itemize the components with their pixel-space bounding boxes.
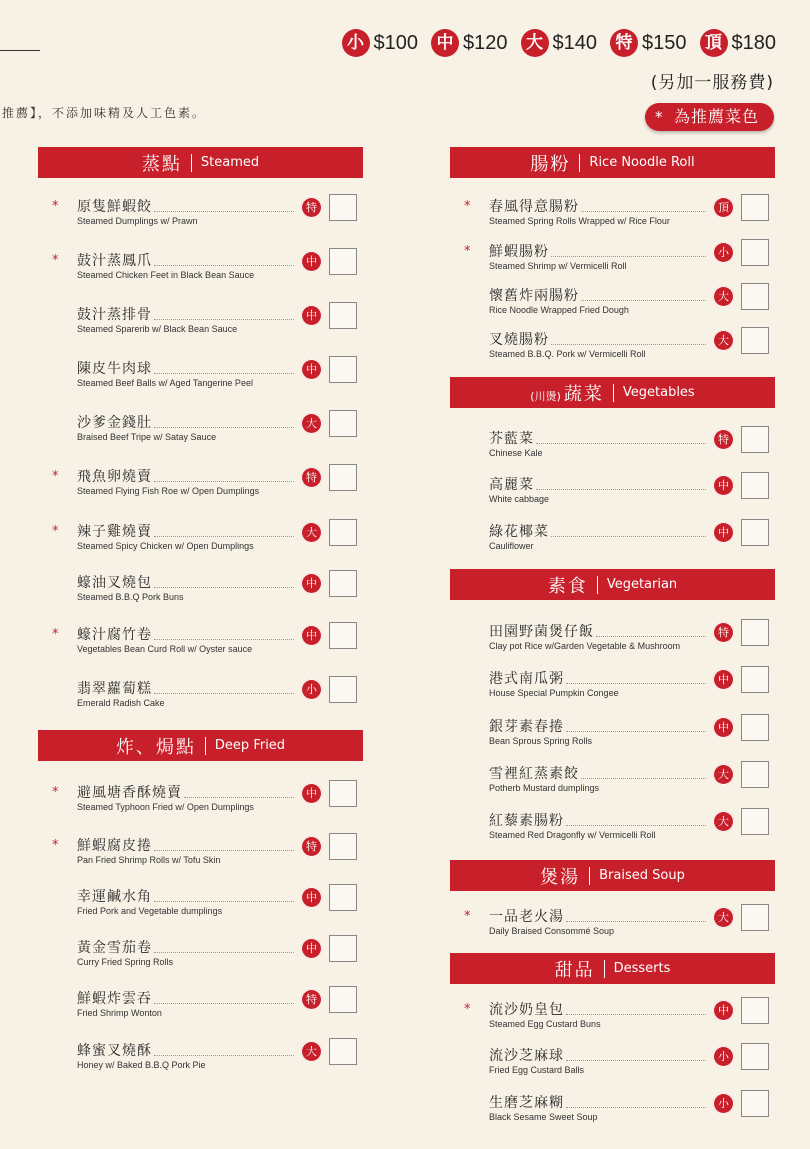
item-name-row [489, 810, 712, 830]
item-name-zh: 陳皮牛肉球 [77, 361, 152, 377]
order-quantity-box[interactable] [329, 519, 357, 546]
item-name-row [489, 196, 712, 216]
top-rule [0, 50, 40, 51]
item-name-row [77, 304, 300, 324]
item-name-zh: 黃金雪茄卷 [77, 940, 152, 956]
item-name-en: Steamed Spicy Chicken w/ Open Dumplings [77, 541, 254, 551]
menu-item [38, 782, 363, 822]
size-badge: 特 [301, 197, 322, 218]
order-quantity-box[interactable] [741, 239, 769, 266]
order-quantity-box[interactable] [741, 194, 769, 221]
size-badge: 小 [713, 1046, 734, 1067]
star-icon: * [655, 108, 664, 126]
item-name-en: Emerald Radish Cake [77, 698, 165, 708]
dot-leader [154, 427, 294, 428]
item-name-en: White cabbage [489, 494, 550, 504]
item-name-zh: 鼓汁蒸排骨 [77, 307, 152, 323]
section-header [450, 860, 775, 891]
menu-item [450, 285, 775, 325]
item-name-row [489, 621, 712, 641]
item-name-en: Honey w/ Baked B.B.Q Pork Pie [77, 1060, 206, 1070]
section-title-zh-text: 素食 [547, 575, 588, 597]
order-quantity-box[interactable] [741, 619, 769, 646]
item-name-en: Steamed Sparerib w/ Black Bean Sauce [77, 324, 238, 334]
item-name-row [489, 285, 712, 305]
section-title-en: Rice Noodle Roll [589, 155, 695, 170]
item-name-row [77, 358, 300, 378]
price-amount: $140 [552, 31, 597, 54]
item-name-en: Vegetables Bean Curd Roll w/ Oyster sauce [77, 644, 253, 654]
recommended-star-icon: * [52, 253, 59, 268]
item-name-row [489, 474, 712, 494]
item-name-row [77, 572, 300, 592]
dot-leader [154, 693, 294, 694]
size-badge: 中 [301, 938, 322, 959]
menu-item [38, 678, 363, 718]
item-name-row [489, 716, 712, 736]
item-name-en: Fried Shrimp Wonton [77, 1008, 162, 1018]
section-title-en: Vegetarian [606, 577, 678, 592]
dot-leader [551, 536, 706, 537]
order-quantity-box[interactable] [329, 986, 357, 1013]
item-name-en: Steamed Chicken Feet in Black Bean Sauce [77, 270, 255, 280]
item-name-zh: 蠔油叉燒包 [77, 575, 152, 591]
menu-item [38, 466, 363, 506]
menu-item [38, 412, 363, 452]
dot-leader [154, 319, 294, 320]
item-name-zh: 芥藍菜 [489, 431, 534, 447]
item-name-row [77, 250, 300, 270]
order-quantity-box[interactable] [329, 302, 357, 329]
section-title-en: Vegetables [622, 385, 695, 400]
dot-leader [566, 1107, 706, 1108]
item-name-en: Steamed Spring Rolls Wrapped w/ Rice Flour [489, 216, 670, 226]
dot-leader [581, 300, 706, 301]
size-badge: 大 [713, 286, 734, 307]
menu-item [38, 304, 363, 344]
menu-item [450, 906, 775, 946]
item-name-en: Fried Pork and Vegetable dumplings [77, 906, 223, 916]
size-badge: 中 [713, 717, 734, 738]
menu-item [450, 999, 775, 1039]
section-header [450, 377, 775, 408]
section-title-zh-text: 腸粉 [530, 153, 571, 175]
size-badge: 大 [521, 29, 549, 57]
item-name-row [489, 329, 712, 349]
menu-item [450, 428, 775, 468]
item-name-row [77, 782, 300, 802]
order-quantity-box[interactable] [329, 622, 357, 649]
item-name-zh: 鮮蝦腐皮捲 [77, 838, 152, 854]
order-quantity-box[interactable] [329, 1038, 357, 1065]
size-badge: 特 [610, 29, 638, 57]
item-name-zh: 避風塘香酥燒賣 [77, 785, 182, 801]
dot-leader [154, 265, 294, 266]
section-title-zh [530, 380, 604, 406]
item-name-zh: 港式南瓜粥 [489, 671, 564, 687]
menu-item [450, 521, 775, 561]
item-name-row [77, 937, 300, 957]
size-badge: 中 [301, 305, 322, 326]
item-name-en: Steamed B.B.Q. Pork w/ Vermicelli Roll [489, 349, 646, 359]
recommended-star-icon: * [52, 524, 59, 539]
price-amount: $120 [463, 31, 508, 54]
service-charge-note: (另加一服務費) [650, 73, 774, 93]
item-name-zh: 翡翠蘿蔔糕 [77, 681, 152, 697]
item-name-row [77, 835, 300, 855]
menu-item [38, 937, 363, 977]
item-name-en: Pan Fried Shrimp Rolls w/ Tofu Skin [77, 855, 221, 865]
additive-note: 推薦】，不添加味精及人工色素。 [2, 106, 207, 120]
item-name-zh: 叉燒腸粉 [489, 332, 549, 348]
item-name-en: Cauliflower [489, 541, 534, 551]
item-name-zh: 懷舊炸兩腸粉 [489, 288, 579, 304]
item-name-row [77, 988, 300, 1008]
item-name-row [489, 1045, 712, 1065]
size-badge: 中 [301, 887, 322, 908]
item-name-zh: 紅藜素腸粉 [489, 813, 564, 829]
order-quantity-box[interactable] [329, 410, 357, 437]
price-amount: $180 [731, 31, 776, 54]
order-quantity-box[interactable] [741, 327, 769, 354]
size-badge: 中 [301, 573, 322, 594]
item-name-row [489, 999, 712, 1019]
header-divider [191, 154, 192, 172]
item-name-en: Bean Sprous Spring Rolls [489, 736, 593, 746]
menu-item [450, 763, 775, 803]
item-name-en: Steamed B.B.Q Pork Buns [77, 592, 184, 602]
item-name-zh: 原隻鮮蝦餃 [77, 199, 152, 215]
order-quantity-box[interactable] [741, 1090, 769, 1117]
menu-item [450, 1045, 775, 1085]
size-badge: 特 [301, 467, 322, 488]
order-quantity-box[interactable] [329, 464, 357, 491]
item-name-zh: 鼓汁蒸鳳爪 [77, 253, 152, 269]
header-divider [597, 576, 598, 594]
dot-leader [154, 639, 294, 640]
item-name-en: Steamed Red Dragonfly w/ Vermicelli Roll [489, 830, 656, 840]
size-badge: 中 [713, 669, 734, 690]
dot-leader [184, 797, 294, 798]
order-quantity-box[interactable] [741, 472, 769, 499]
item-name-en: Daily Braised Consommé Soup [489, 926, 615, 936]
dot-leader [566, 731, 706, 732]
size-badge: 大 [301, 522, 322, 543]
dot-leader [154, 536, 294, 537]
item-name-zh: 綠花椰菜 [489, 524, 549, 540]
dot-leader [154, 1003, 294, 1004]
item-name-row [77, 1040, 300, 1060]
order-quantity-box[interactable] [741, 1043, 769, 1070]
item-name-en: Steamed Shrimp w/ Vermicelli Roll [489, 261, 627, 271]
menu-item [38, 886, 363, 926]
header-divider [604, 960, 605, 978]
dot-leader [566, 1060, 706, 1061]
item-name-row [489, 241, 712, 261]
dot-leader [566, 683, 706, 684]
item-name-zh: 銀芽素春捲 [489, 719, 564, 735]
item-name-en: Curry Fried Spring Rolls [77, 957, 174, 967]
item-name-zh: 春風得意腸粉 [489, 199, 579, 215]
dot-leader [154, 952, 294, 953]
order-quantity-box[interactable] [741, 808, 769, 835]
size-badge: 中 [713, 1000, 734, 1021]
size-badge: 頂 [713, 197, 734, 218]
section-header [38, 147, 363, 178]
header-divider [579, 154, 580, 172]
item-name-row [77, 466, 300, 486]
item-name-zh: 一品老火湯 [489, 909, 564, 925]
item-name-zh: 飛魚卵燒賣 [77, 469, 152, 485]
section-title-en: Braised Soup [599, 868, 685, 883]
item-name-zh: 蜂蜜叉燒酥 [77, 1043, 152, 1059]
item-name-en: Steamed Typhoon Fried w/ Open Dumplings [77, 802, 254, 812]
item-name-zh: 沙爹金錢肚 [77, 415, 152, 431]
header-divider [589, 867, 590, 885]
menu-item [38, 835, 363, 875]
item-name-row [489, 428, 712, 448]
item-name-row [77, 678, 300, 698]
section-title-zh-text: 甜品 [554, 959, 595, 981]
order-quantity-box[interactable] [741, 666, 769, 693]
section-header [450, 147, 775, 178]
dot-leader [154, 373, 294, 374]
item-name-row [489, 668, 712, 688]
item-name-zh: 生磨芝麻糊 [489, 1095, 564, 1111]
dot-leader [551, 256, 706, 257]
item-name-en: Braised Beef Tripe w/ Satay Sauce [77, 432, 217, 442]
price-amount: $100 [373, 31, 418, 54]
item-name-row [77, 886, 300, 906]
item-name-zh: 雪裡紅蒸素餃 [489, 766, 579, 782]
right-menu-column [450, 0, 775, 1149]
section-title-zh-text: 炸、焗點 [115, 736, 196, 758]
item-name-zh: 高麗菜 [489, 477, 534, 493]
section-title-zh [142, 150, 182, 176]
dot-leader [566, 921, 706, 922]
size-badge: 大 [301, 413, 322, 434]
section-title-zh-text: 煲湯 [540, 866, 581, 888]
item-name-en: Steamed Egg Custard Buns [489, 1019, 601, 1029]
size-badge: 大 [713, 330, 734, 351]
size-badge: 大 [713, 907, 734, 928]
order-quantity-box[interactable] [329, 356, 357, 383]
order-quantity-box[interactable] [329, 194, 357, 221]
size-badge: 特 [301, 836, 322, 857]
size-badge: 頂 [700, 29, 728, 57]
order-quantity-box[interactable] [329, 884, 357, 911]
section-title-zh-text: 蔬菜 [563, 383, 604, 405]
dot-leader [596, 636, 706, 637]
size-badge: 小 [713, 242, 734, 263]
order-quantity-box[interactable] [741, 283, 769, 310]
menu-item [450, 241, 775, 281]
dot-leader [154, 211, 294, 212]
size-badge: 小 [713, 1093, 734, 1114]
item-name-en: Chinese Kale [489, 448, 543, 458]
section-title-zh [116, 733, 196, 759]
section-header [450, 953, 775, 984]
section-title-zh [555, 956, 595, 982]
menu-item [450, 329, 775, 369]
dot-leader [566, 825, 706, 826]
item-name-en: House Special Pumpkin Congee [489, 688, 619, 698]
menu-item [450, 474, 775, 514]
dot-leader [154, 1055, 294, 1056]
item-name-row [489, 763, 712, 783]
section-prefix: (川燙) [530, 389, 561, 403]
item-name-en: Rice Noodle Wrapped Fried Dough [489, 305, 629, 315]
item-name-zh: 流沙奶皇包 [489, 1002, 564, 1018]
size-badge: 特 [301, 989, 322, 1010]
item-name-en: Clay pot Rice w/Garden Vegetable & Mushroom [489, 641, 681, 651]
size-badge: 特 [713, 622, 734, 643]
item-name-zh: 鮮蝦腸粉 [489, 244, 549, 260]
item-name-row [489, 906, 712, 926]
recommended-star-icon: * [464, 244, 471, 259]
dot-leader [154, 850, 294, 851]
order-quantity-box[interactable] [741, 519, 769, 546]
size-badge: 中 [713, 522, 734, 543]
dot-leader [536, 489, 706, 490]
item-name-en: Black Sesame Sweet Soup [489, 1112, 598, 1122]
item-name-en: Fried Egg Custard Balls [489, 1065, 585, 1075]
item-name-zh: 鮮蝦炸雲吞 [77, 991, 152, 1007]
dot-leader [581, 211, 706, 212]
size-badge: 大 [713, 764, 734, 785]
order-quantity-box[interactable] [329, 676, 357, 703]
recommended-star-icon: * [52, 469, 59, 484]
recommended-star-icon: * [464, 199, 471, 214]
order-quantity-box[interactable] [741, 761, 769, 788]
recommended-star-icon: * [464, 1002, 471, 1017]
dot-leader [551, 344, 706, 345]
recommended-star-icon: * [52, 785, 59, 800]
item-name-en: Potherb Mustard dumplings [489, 783, 600, 793]
recommended-star-icon: * [52, 627, 59, 642]
order-quantity-box[interactable] [741, 426, 769, 453]
menu-item [450, 621, 775, 661]
menu-item [450, 668, 775, 708]
item-name-zh: 幸運鹹水角 [77, 889, 152, 905]
item-name-zh: 田園野菌煲仔飯 [489, 624, 594, 640]
recommended-label: 為推薦菜色 [674, 107, 760, 126]
menu-item [38, 250, 363, 290]
item-name-en: Steamed Beef Balls w/ Aged Tangerine Peel [77, 378, 253, 388]
section-header [450, 569, 775, 600]
header-divider [613, 384, 614, 402]
recommended-star-icon: * [52, 838, 59, 853]
menu-item [38, 988, 363, 1028]
section-header [38, 730, 363, 761]
item-name-row [77, 412, 300, 432]
size-badge: 大 [713, 811, 734, 832]
dot-leader [566, 1014, 706, 1015]
price-amount: $150 [642, 31, 687, 54]
order-quantity-box[interactable] [741, 997, 769, 1024]
menu-item [38, 1040, 363, 1080]
menu-item [38, 624, 363, 664]
item-name-row [77, 624, 300, 644]
order-quantity-box[interactable] [329, 833, 357, 860]
size-badge: 中 [301, 359, 322, 380]
order-quantity-box[interactable] [741, 904, 769, 931]
menu-item [38, 196, 363, 236]
recommended-star-icon: * [52, 199, 59, 214]
dot-leader [154, 901, 294, 902]
item-name-en: Steamed Dumplings w/ Prawn [77, 216, 198, 226]
recommended-star-icon: * [464, 909, 471, 924]
menu-item [450, 716, 775, 756]
order-quantity-box[interactable] [329, 780, 357, 807]
order-quantity-box[interactable] [329, 248, 357, 275]
item-name-row [77, 521, 300, 541]
menu-item [450, 196, 775, 236]
item-name-zh: 流沙芝麻球 [489, 1048, 564, 1064]
size-badge: 中 [431, 29, 459, 57]
menu-item [38, 358, 363, 398]
menu-item [450, 810, 775, 850]
menu-item [450, 1092, 775, 1132]
left-menu-column [38, 0, 363, 1149]
order-quantity-box[interactable] [329, 935, 357, 962]
section-title-zh [530, 150, 570, 176]
size-badge: 特 [713, 429, 734, 450]
item-name-row [77, 196, 300, 216]
item-name-row [489, 521, 712, 541]
menu-item [38, 572, 363, 612]
section-title-en: Deep Fried [214, 738, 286, 753]
section-title-zh-text: 蒸點 [141, 153, 182, 175]
item-name-en: Steamed Flying Fish Roe w/ Open Dumplings [77, 486, 260, 496]
item-name-zh: 蠔汁腐竹卷 [77, 627, 152, 643]
section-title-en: Desserts [613, 961, 671, 976]
section-title-zh [540, 863, 580, 889]
size-badge: 小 [301, 679, 322, 700]
section-title-zh [548, 572, 588, 598]
size-badge: 中 [301, 625, 322, 646]
size-badge: 中 [301, 783, 322, 804]
menu-item [38, 521, 363, 561]
size-badge: 中 [301, 251, 322, 272]
dot-leader [536, 443, 706, 444]
order-quantity-box[interactable] [329, 570, 357, 597]
item-name-zh: 辣子雞燒賣 [77, 524, 152, 540]
dot-leader [154, 481, 294, 482]
size-badge: 小 [342, 29, 370, 57]
size-badge: 中 [713, 475, 734, 496]
item-name-row [489, 1092, 712, 1112]
dot-leader [581, 778, 706, 779]
size-badge: 大 [301, 1041, 322, 1062]
header-divider [205, 737, 206, 755]
order-quantity-box[interactable] [741, 714, 769, 741]
dot-leader [154, 587, 294, 588]
section-title-en: Steamed [200, 155, 260, 170]
